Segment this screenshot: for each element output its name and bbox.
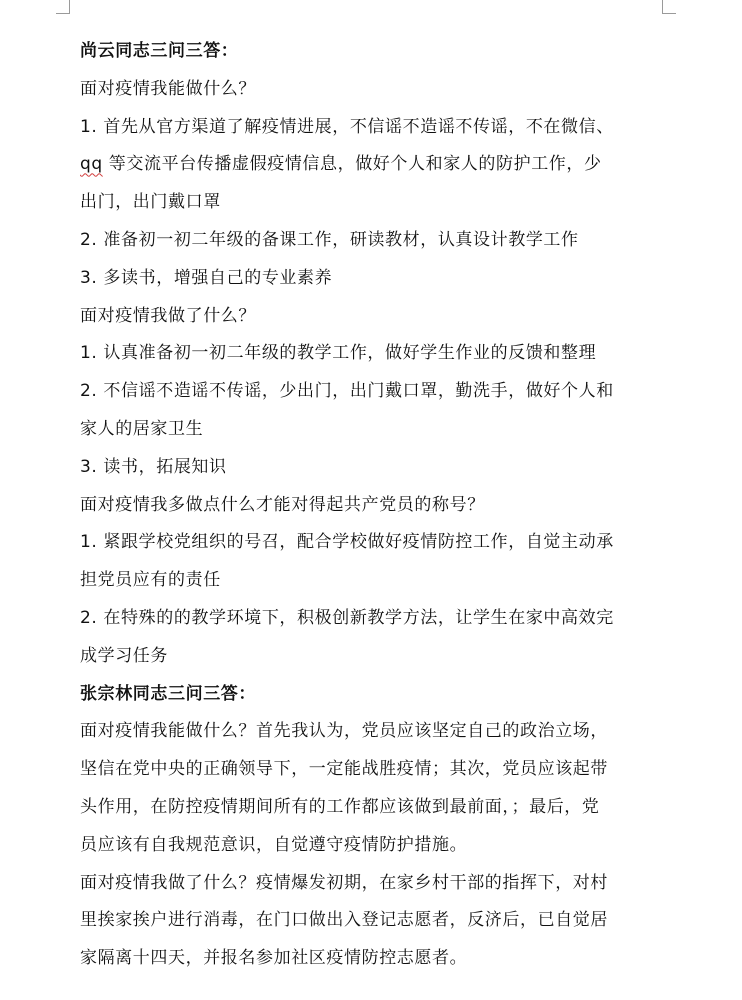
answer-line: 3. 多读书，增强自己的专业素养 [80,267,333,288]
page-corner-mark-right [662,0,676,14]
answer-line [80,146,680,184]
question-3: 面对疫情我多做点什么才能对得起共产党员的称号？ [80,494,485,515]
answer-line: 3. 读书，拓展知识 [80,456,227,477]
paragraph-line: 员应该有自我规范意识，自觉遵守疫情防护措施。 [80,834,468,855]
answer-line: 2. 在特殊的的教学环境下，积极创新教学方法，让学生在家中高效完 [80,607,614,628]
answer-line: 1. 紧跟学校党组织的号召，配合学校做好疫情防控工作，自觉主动承 [80,532,614,553]
question-2: 面对疫情我做了什么？ [80,305,256,326]
answer-line-text: 等交流平台传播虚假疫情信息，做好个人和家人的防护工作，少 [102,154,602,175]
answer-line: 出门，出门戴口罩 [80,192,221,213]
page-corner-mark-left [56,0,70,14]
answer-line: 担党员应有的责任 [80,570,221,591]
answer-line: 1. 认真准备初一初二年级的教学工作，做好学生作业的反馈和整理 [80,343,597,364]
spellcheck-flagged-word: qq [80,154,103,175]
document-body [80,33,680,978]
answer-line: 成学习任务 [80,645,168,666]
paragraph-line: 面对疫情我做了什么？疫情爆发初期，在家乡村干部的指挥下，对村 [80,872,608,893]
question-1: 面对疫情我能做什么？ [80,78,256,99]
answer-line: 2. 准备初一初二年级的备课工作，研读教材，认真设计教学工作 [80,229,579,250]
answer-line: 1. 首先从官方渠道了解疫情进展，不信谣不造谣不传谣，不在微信、 [80,116,614,137]
section-heading-zhangzonglin: 张宗林同志三问三答： [80,683,256,704]
answer-line: 家人的居家卫生 [80,418,204,439]
paragraph-line: 面对疫情我能做什么？首先我认为，党员应该坚定自己的政治立场， [80,721,608,742]
section-heading-shangyun: 尚云同志三问三答： [80,41,239,61]
paragraph-line: 家隔离十四天，并报名参加社区疫情防控志愿者。 [80,948,468,969]
answer-line: 2. 不信谣不造谣不传谣，少出门，出门戴口罩，勤洗手，做好个人和 [80,381,614,402]
paragraph-line: 坚信在党中央的正确领导下，一定能战胜疫情；其次，党员应该起带 [80,759,608,780]
paragraph-line: 头作用，在防控疫情期间所有的工作都应该做到最前面，；最后，党 [80,796,600,817]
paragraph-line: 里挨家挨户进行消毒，在门口做出入登记志愿者，反济后，已自觉居 [80,910,608,931]
